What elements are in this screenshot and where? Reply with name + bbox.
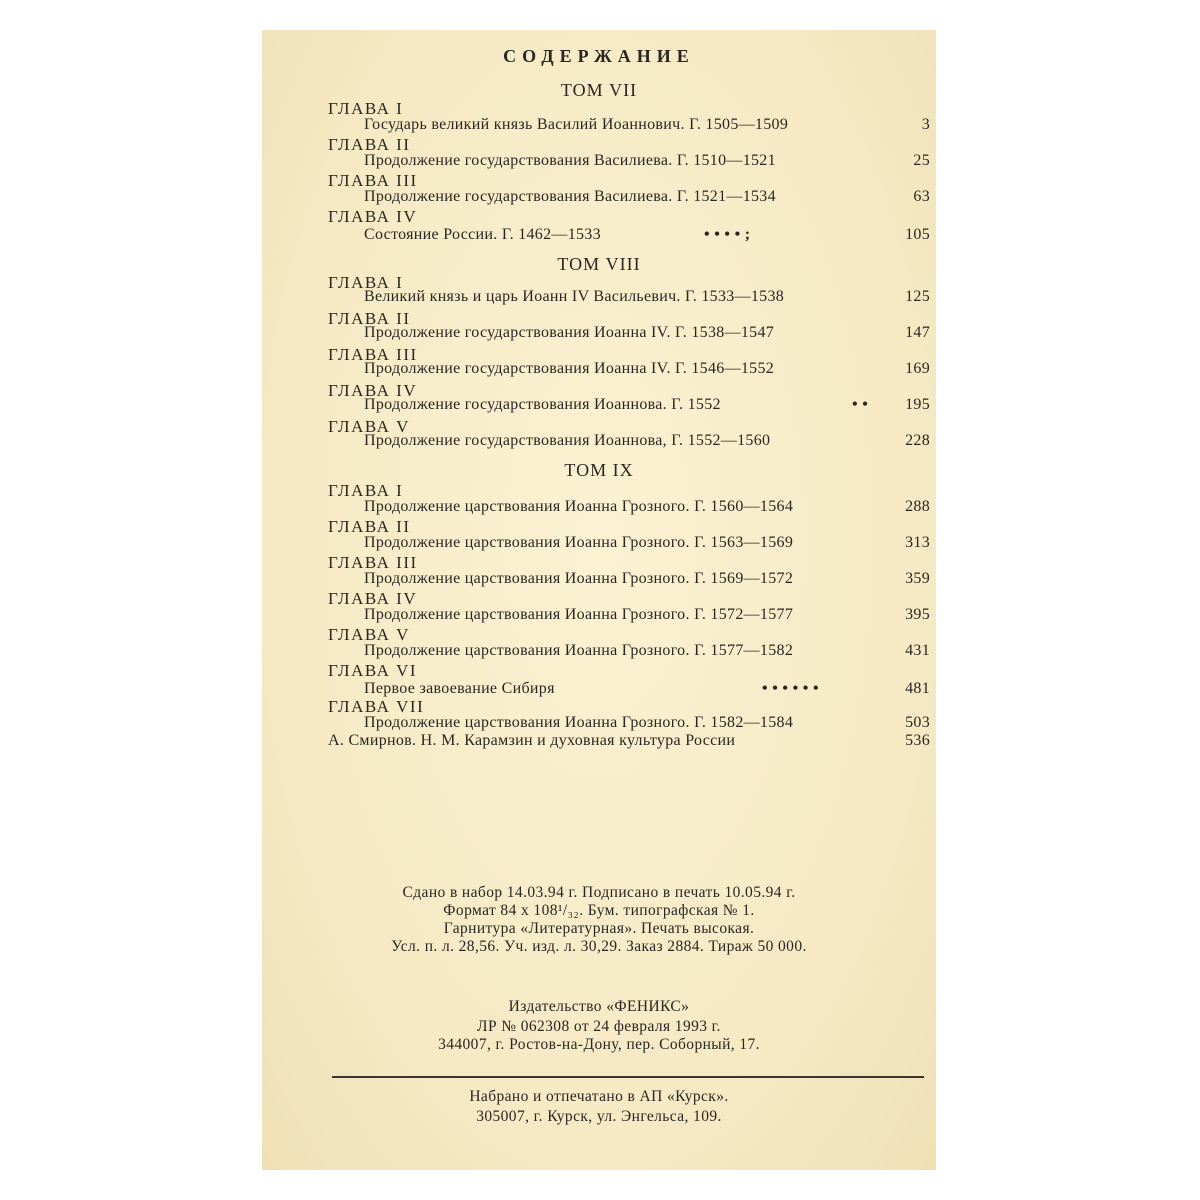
toc-entry-page: 147: [905, 324, 930, 341]
toc-entry-page: 481: [905, 680, 930, 697]
toc-entry-title: Продолжение государствования Василиева. Г. 1521—1534: [364, 188, 776, 205]
chapter-heading: ГЛАВА IV: [328, 207, 418, 226]
chapter-heading: ГЛАВА III: [328, 345, 418, 364]
toc-entry-title: Первое завоевание Сибиря: [364, 680, 555, 697]
toc-entry-page: 431: [905, 642, 930, 659]
toc-entry-title: Продолжение государствования Иоаннова, Г. 1552—1560: [364, 432, 771, 449]
printer-address: 305007, г. Курск, ул. Энгельса, 109.: [476, 1108, 722, 1125]
toc-entry-page: 25: [913, 152, 930, 169]
chapter-heading: ГЛАВА II: [328, 309, 411, 328]
contents-title: СОДЕРЖАНИЕ: [503, 46, 695, 66]
toc-entry-page: 3: [921, 116, 930, 133]
toc-entry-page: 288: [905, 498, 930, 515]
chapter-heading: ГЛАВА III: [328, 171, 418, 190]
volume-heading-9: ТОМ IX: [564, 460, 634, 480]
leader-dots: • •: [852, 396, 869, 413]
afterword-page: 536: [905, 732, 930, 749]
chapter-heading: ГЛАВА VII: [328, 697, 425, 716]
book-page: [262, 30, 936, 1170]
leader-dots: • • • • • •: [762, 680, 819, 697]
toc-entry-title: Продолжение государствования Иоаннова. Г. 1552: [364, 396, 721, 413]
toc-entry-title: Продолжение царствования Иоанна Грозного. Г. 1569—1572: [364, 570, 794, 587]
volume-heading-7: ТОМ VII: [560, 80, 638, 100]
toc-entry-page: 395: [905, 606, 930, 623]
chapter-heading: ГЛАВА I: [328, 273, 404, 292]
toc-entry-page: 359: [905, 570, 930, 587]
toc-entry-page: 503: [905, 714, 930, 731]
chapter-heading: ГЛАВА V: [328, 625, 410, 644]
publisher-address: 344007, г. Ростов-на-Дону, пер. Соборный, 17.: [438, 1036, 760, 1053]
chapter-heading: ГЛАВА IV: [328, 381, 418, 400]
imprint-line: Формат 84 x 108¹/₃₂. Бум. типографская № 1.: [443, 902, 755, 919]
toc-entry-title: Продолжение царствования Иоанна Грозного. Г. 1563—1569: [364, 534, 794, 551]
chapter-heading: ГЛАВА IV: [328, 589, 418, 608]
toc-entry-title: Продолжение царствования Иоанна Грозного. Г. 1560—1564: [364, 498, 794, 515]
imprint-line: Сдано в набор 14.03.94 г. Подписано в печать 10.05.94 г.: [402, 884, 796, 901]
toc-entry-title: Продолжение государствования Иоанна IV. Г. 1546—1552: [364, 360, 775, 377]
imprint-line: Усл. п. л. 28,56. Уч. изд. л. 30,29. Заказ 2884. Тираж 50 000.: [391, 938, 807, 955]
toc-entry-page: 169: [905, 360, 930, 377]
toc-entry-page: 195: [905, 396, 930, 413]
chapter-heading: ГЛАВА I: [328, 99, 404, 118]
volume-heading-8: ТОМ VIII: [557, 254, 641, 274]
chapter-heading: ГЛАВА II: [328, 517, 411, 536]
toc-entry-title: Состояние России. Г. 1462—1533: [364, 226, 601, 243]
chapter-heading: ГЛАВА VI: [328, 661, 418, 680]
chapter-heading: ГЛАВА I: [328, 481, 404, 500]
toc-entry-title: Продолжение царствования Иоанна Грозного. Г. 1582—1584: [364, 714, 794, 731]
toc-entry-title: Государь великий князь Василий Иоаннович. Г. 1505—1509: [364, 116, 789, 133]
divider: [332, 1076, 924, 1078]
toc-entry-page: 125: [905, 288, 930, 305]
publisher-license: ЛР № 062308 от 24 февраля 1993 г.: [477, 1018, 721, 1035]
chapter-heading: ГЛАВА II: [328, 135, 411, 154]
publisher-name: Издательство «ФЕНИКС»: [508, 998, 690, 1015]
imprint-line: Гарнитура «Литературная». Печать высокая.: [443, 920, 755, 937]
leader-dots: • • • • ;: [704, 226, 751, 243]
afterword-title: А. Смирнов. Н. М. Карамзин и духовная культура России: [328, 732, 736, 749]
toc-entry-page: 63: [913, 188, 930, 205]
toc-entry-title: Продолжение царствования Иоанна Грозного. Г. 1572—1577: [364, 606, 794, 623]
toc-entry-title: Продолжение государствования Василиева. Г. 1510—1521: [364, 152, 776, 169]
printer-name: Набрано и отпечатано в АП «Курск».: [469, 1088, 729, 1105]
chapter-heading: ГЛАВА V: [328, 417, 410, 436]
toc-entry-page: 105: [905, 226, 930, 243]
toc-entry-title: Продолжение государствования Иоанна IV. Г. 1538—1547: [364, 324, 775, 341]
toc-entry-title: Великий князь и царь Иоанн IV Васильевич. Г. 1533—1538: [364, 288, 785, 305]
toc-entry-page: 228: [905, 432, 930, 449]
toc-entry-title: Продолжение царствования Иоанна Грозного. Г. 1577—1582: [364, 642, 794, 659]
chapter-heading: ГЛАВА III: [328, 553, 418, 572]
toc-entry-page: 313: [905, 534, 930, 551]
